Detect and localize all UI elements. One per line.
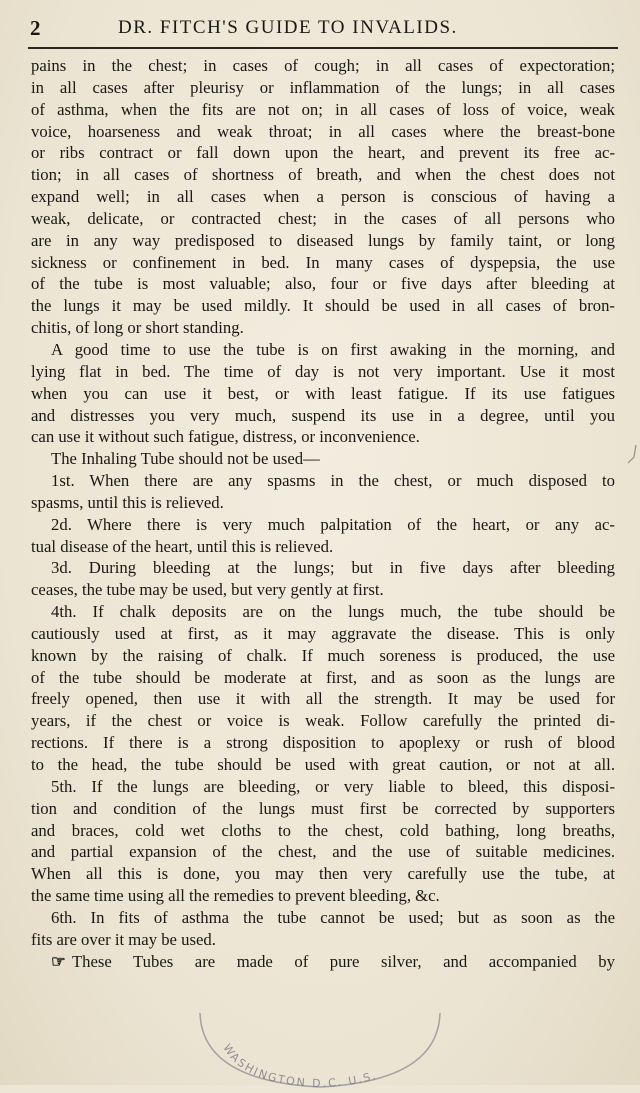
text-line: to the head, the tube should be used with great caution, or not at all. <box>31 755 615 774</box>
text-line: tion and condition of the lungs must first be corrected by supporters <box>31 798 615 818</box>
page-header <box>30 14 616 44</box>
text-line: 1st. When there are any spasms in the chest, or much disposed to <box>51 471 615 491</box>
text-line: and partial expansion of the chest, and the use of suitable medicines. <box>31 842 615 862</box>
text-line: weak, delicate, or contracted chest; in the cases of all persons who <box>31 208 615 228</box>
text-line: rections. If there is a strong disposition to apoplexy or rush of blood <box>31 733 615 753</box>
text-line: lying flat in bed. The time of day is not very important. Use it most <box>31 361 615 381</box>
text-line: The Inhaling Tube should not be used— <box>51 449 320 469</box>
text-line: 3d. During bleeding at the lungs; but in five days after bleeding <box>51 558 615 578</box>
text-line: in all cases after pleurisy or inflammation of the lungs; in all cases <box>31 77 615 97</box>
text-line: 4th. If chalk deposits are on the lungs much, the tube should be <box>51 602 615 622</box>
text-line: 5th. If the lungs are bleeding, or very liable to bleed, this disposi- <box>51 776 615 796</box>
text-line: These Tubes are made of pure silver, and accompanied by <box>71 951 615 971</box>
text-line: fits are over it may be used. <box>31 929 216 949</box>
text-line: ceases, the tube may be used, but very gently at first. <box>31 580 384 600</box>
text-line: When all this is done, you may then very carefully use the tube, at <box>31 864 615 884</box>
text-line: sickness or confinement in bed. In many cases of dyspepsia, the use <box>31 252 615 272</box>
text-line: can use it without such fatigue, distress, or inconvenience. <box>31 427 420 447</box>
running-title: DR. FITCH'S GUIDE TO INVALIDS. <box>118 17 458 38</box>
body-text <box>31 55 615 972</box>
text-line: voice, hoarseness and weak throat; in all cases where the breast-bone <box>31 121 615 141</box>
pointing-hand-icon: ☞ <box>51 951 66 971</box>
text-line: freely opened, then use it with all the strength. It may be used for <box>31 689 615 709</box>
text-line: 6th. In fits of asthma the tube cannot be used; but as soon as the <box>51 907 615 927</box>
page-number: 2 <box>30 16 41 40</box>
header-rule <box>28 47 618 49</box>
text-line: tion; in all cases of shortness of breath, and when the chest does not <box>31 165 615 185</box>
text-line: pains in the chest; in cases of cough; in all cases of expectoration; <box>31 56 615 75</box>
text-line: and distresses you very much, suspend its use in a degree, until you <box>31 405 615 425</box>
margin-mark <box>624 443 638 465</box>
text-line: of the tube is most valuable; also, four or five days after bleeding at <box>31 274 615 294</box>
text-line: expand well; in all cases when a person is conscious of having a <box>31 187 615 207</box>
text-line: known by the raising of chalk. If much soreness is produced, the use <box>31 645 615 665</box>
text-line-pointing-hand <box>31 951 615 973</box>
text-line: and braces, cold wet cloths to the chest, cold bathing, long breaths, <box>31 820 615 840</box>
text-line: of asthma, when the fits are not on; in all cases of loss of voice, weak <box>31 99 615 119</box>
text-line: the same time using all the remedies to prevent bleeding, &c. <box>31 886 440 906</box>
text-line: are in any way predisposed to diseased lungs by family taint, or long <box>31 230 615 250</box>
text-line: when you can use it best, or with least fatigue. If its use fatigues <box>31 383 615 403</box>
stamp-text: WASHINGTON D.C. U.S. <box>220 1041 379 1091</box>
text-line: cautiously used at first, as it may aggravate the disease. This is only <box>31 623 615 643</box>
text-line: of the tube should be moderate at first, and as soon as the lungs are <box>31 667 615 687</box>
text-line: tual disease of the heart, until this is relieved. <box>31 536 334 556</box>
library-stamp <box>190 1003 450 1093</box>
text-line: spasms, until this is relieved. <box>31 492 224 512</box>
text-line: chitis, of long or short standing. <box>31 318 244 338</box>
text-line: or ribs contract or fall down upon the heart, and prevent its free ac- <box>31 143 615 163</box>
text-line: 2d. Where there is very much palpitation of the heart, or any ac- <box>51 514 615 534</box>
text-line: the lungs it may be used mildly. It should be used in all cases of bron- <box>31 296 615 316</box>
text-line: years, if the chest or voice is weak. Follow carefully the printed di- <box>31 711 615 731</box>
text-line: A good time to use the tube is on first awaking in the morning, and <box>51 339 615 359</box>
